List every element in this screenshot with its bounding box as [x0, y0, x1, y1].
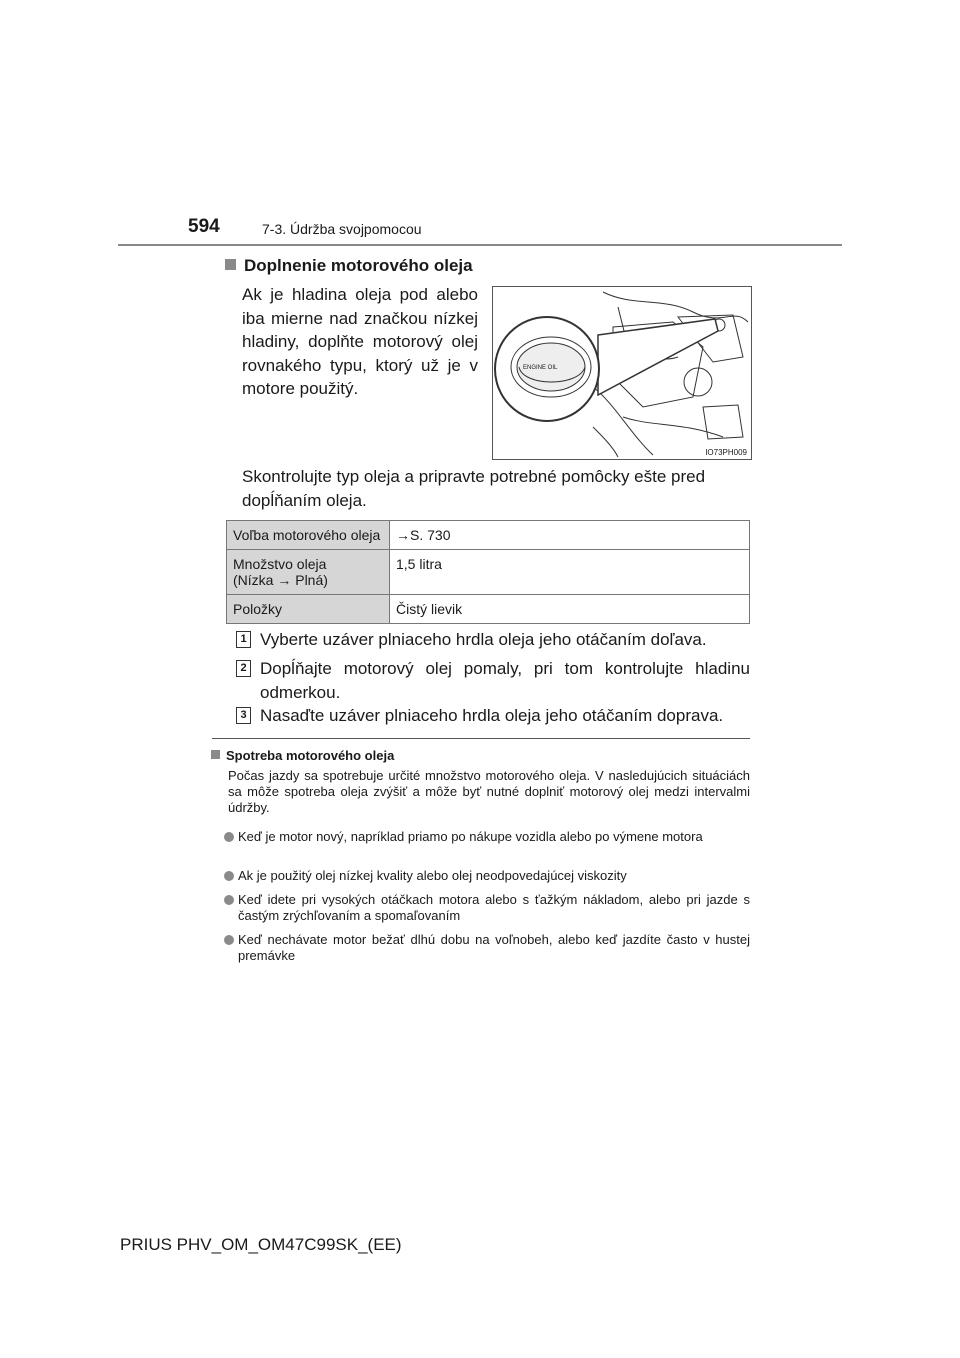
circle-bullet-icon: [224, 832, 234, 842]
table-label: Položky: [227, 595, 390, 624]
list-item: [224, 892, 750, 924]
step-1: [236, 628, 750, 652]
engine-bay-drawing: [493, 287, 751, 459]
consumption-heading: [211, 748, 394, 763]
list-item-text: Ak je použitý olej nízkej kvality alebo olej neodpovedajúcej viskozity: [238, 868, 627, 883]
section-title: 7-3. Údržba svojpomocou: [262, 221, 422, 237]
page-number: 594: [188, 216, 220, 237]
circle-bullet-icon: [224, 895, 234, 905]
circle-bullet-icon: [224, 871, 234, 881]
check-paragraph: Skontrolujte typ oleja a pripravte potrebné pomôcky ešte pred dopĺňaním oleja.: [242, 467, 706, 510]
figure-code: IO73PH009: [705, 448, 747, 457]
section-heading-text: Doplnenie motorového oleja: [244, 256, 473, 275]
square-bullet-icon: [211, 750, 220, 759]
list-item: [224, 932, 750, 964]
section-heading: [225, 256, 473, 276]
table-value: Čistý lievik: [390, 595, 750, 624]
step-number: 2: [236, 660, 251, 677]
step-text: Nasaďte uzáver plniaceho hrdla oleja jeho otáčaním doprava.: [260, 706, 724, 725]
header-divider: [118, 244, 842, 246]
table-row: [227, 550, 750, 595]
table-row: [227, 595, 750, 624]
consumption-heading-text: Spotreba motorového oleja: [226, 748, 395, 763]
engine-oil-cap-illustration: [492, 286, 752, 460]
table-label: Voľba motorového oleja: [227, 521, 390, 550]
step-number: 1: [236, 631, 251, 648]
step-text: Dopĺňajte motorový olej pomaly, pri tom kontrolujte hladinu odmerkou.: [260, 659, 750, 702]
step-2: [236, 657, 750, 704]
oil-info-table: [226, 520, 750, 624]
list-item: [224, 868, 750, 884]
list-item-text: Keď nechávate motor bežať dlhú dobu na voľnobeh, alebo keď jazdíte často v hustej premávke: [238, 932, 750, 963]
list-item-text: Keď je motor nový, napríklad priamo po nákupe vozidla alebo po výmene motora: [238, 829, 703, 844]
step-text: Vyberte uzáver plniaceho hrdla oleja jeho otáčaním doľava.: [260, 630, 707, 649]
consumption-paragraph: Počas jazdy sa spotrebuje určité množstvo motorového oleja. V nasledujúcich situáciách sa môže spotreba oleja zvýšiť a môže byť nutné doplniť motorový olej medzi intervalmi údržby.: [228, 768, 750, 815]
step-3: [236, 704, 750, 728]
footer-doc-code: PRIUS PHV_OM_OM47C99SK_(EE): [120, 1235, 402, 1254]
list-item: [224, 829, 750, 845]
circle-bullet-icon: [224, 935, 234, 945]
table-row: [227, 521, 750, 550]
notes-divider: [212, 738, 750, 739]
list-item-text: Keď idete pri vysokých otáčkach motora alebo s ťažkým nákladom, alebo pri jazde s častým zrýchľovaním a spomaľovaním: [238, 892, 750, 923]
table-label: Množstvo oleja (Nízka → Plná): [227, 550, 390, 595]
table-value: 1,5 litra: [390, 550, 750, 595]
intro-paragraph: Ak je hladina oleja pod alebo iba mierne nad značkou nízkej hladiny, doplňte motorový olej rovnakého typu, ktorý už je v motore použitý.: [242, 285, 478, 398]
square-bullet-icon: [225, 259, 236, 270]
table-value: →S. 730: [390, 521, 750, 550]
step-number: 3: [236, 707, 251, 724]
engine-oil-cap-label: ENGINE OIL: [523, 365, 558, 371]
